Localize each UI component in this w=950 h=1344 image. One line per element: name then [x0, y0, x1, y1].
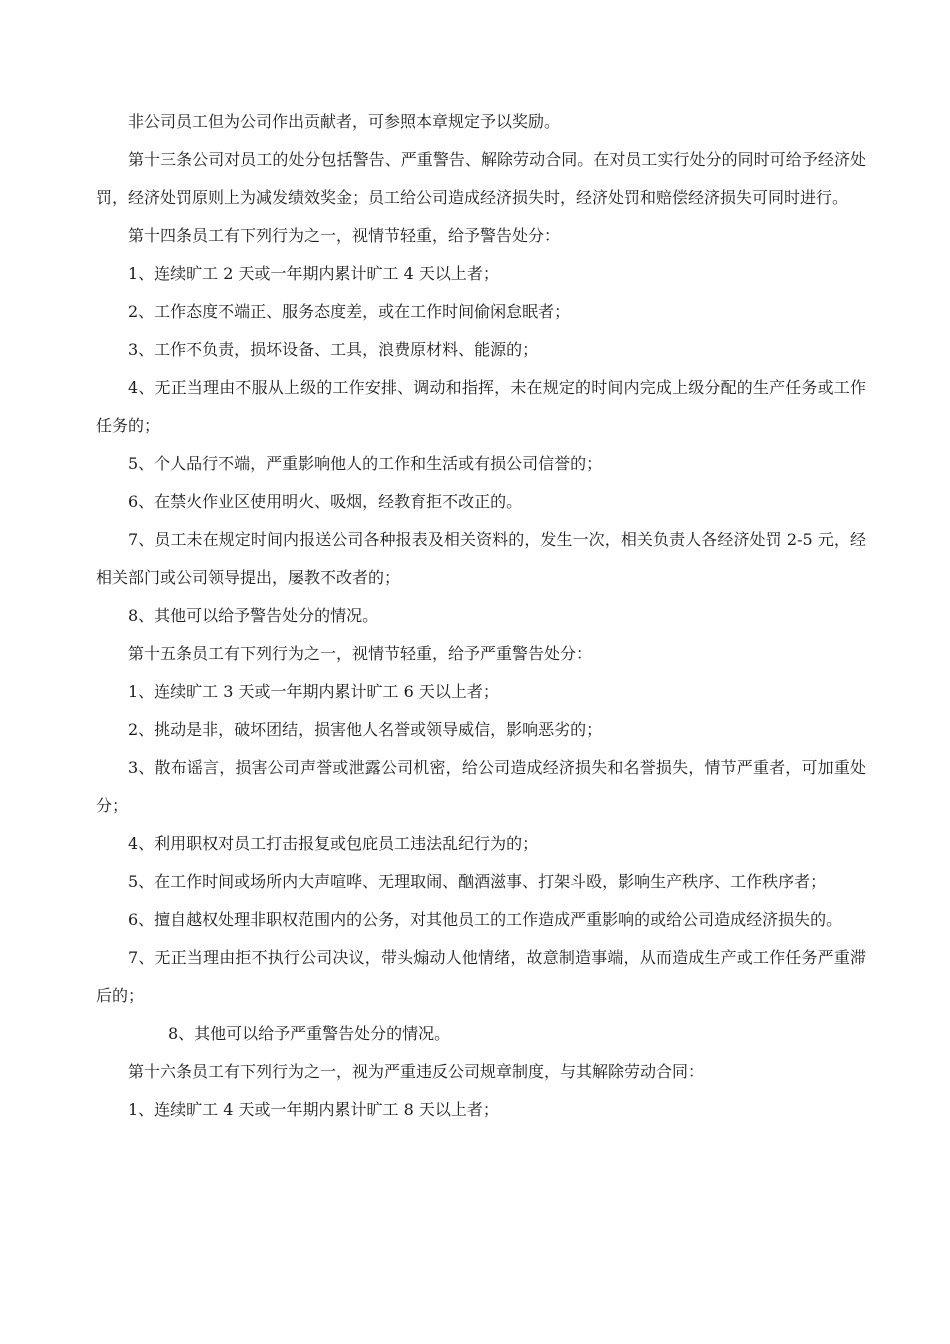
list-item: 4、利用职权对员工打击报复或包庇员工违法乱纪行为的；: [128, 834, 539, 853]
list-item: 8、其他可以给予严重警告处分的情况。: [168, 1024, 451, 1043]
paragraph-article-16: 第十六条员工有下列行为之一，视为严重违反公司规章制度，与其解除劳动合同：: [128, 1062, 705, 1081]
list-item: 3、工作不负责，损坏设备、工具，浪费原材料、能源的；: [128, 340, 539, 359]
list-item: 1、连续旷工 3 天或一年期内累计旷工 6 天以上者；: [128, 682, 499, 701]
paragraph-article-13: 第十三条公司对员工的处分包括警告、严重警告、解除劳动合同。在对员工实行处分的同时可给予经济处罚，经济处罚原则上为减发绩效奖金；员工给公司造成经济损失时，经济处罚和赔偿经济损失可同时进行。: [96, 150, 866, 207]
list-item: 7、员工未在规定时间内报送公司各种报表及相关资料的，发生一次，相关负责人各经济处罚 2-5 元，经相关部门或公司领导提出，屡教不改者的；: [96, 530, 866, 587]
list-item: 8、其他可以给予警告处分的情况。: [128, 606, 379, 625]
list-item: 6、在禁火作业区使用明火、吸烟，经教育拒不改正的。: [128, 492, 523, 511]
list-item: 2、挑动是非，破坏团结，损害他人名誉或领导威信，影响恶劣的；: [128, 720, 603, 739]
paragraph-reward-non-employee: 非公司员工但为公司作出贡献者，可参照本章规定予以奖励。: [128, 112, 561, 131]
list-item: 7、无正当理由拒不执行公司决议，带头煽动人他情绪，故意制造事端，从而造成生产或工作任务严重滞后的；: [96, 948, 866, 1005]
paragraph-article-15: 第十五条员工有下列行为之一，视情节轻重，给予严重警告处分：: [128, 644, 593, 663]
document-body: [96, 103, 866, 1129]
list-item: 1、连续旷工 4 天或一年期内累计旷工 8 天以上者；: [128, 1100, 499, 1119]
list-item: 5、在工作时间或场所内大声喧哗、无理取闹、酗酒滋事、打架斗殴，影响生产秩序、工作秩序者；: [128, 872, 827, 891]
list-item: 4、无正当理由不服从上级的工作安排、调动和指挥，未在规定的时间内完成上级分配的生产任务或工作任务的；: [96, 378, 866, 435]
list-item: 6、擅自越权处理非职权范围内的公务，对其他员工的工作造成严重影响的或给公司造成经济损失的。: [128, 910, 843, 929]
list-item: 3、散布谣言，损害公司声誉或泄露公司机密，给公司造成经济损失和名誉损失，情节严重者，可加重处分；: [96, 758, 866, 815]
list-item: 1、连续旷工 2 天或一年期内累计旷工 4 天以上者；: [128, 264, 499, 283]
paragraph-article-14: 第十四条员工有下列行为之一，视情节轻重，给予警告处分：: [128, 226, 561, 245]
list-item: 2、工作态度不端正、服务态度差，或在工作时间偷闲怠眠者；: [128, 302, 571, 321]
list-item: 5、个人品行不端，严重影响他人的工作和生活或有损公司信誉的；: [128, 454, 603, 473]
